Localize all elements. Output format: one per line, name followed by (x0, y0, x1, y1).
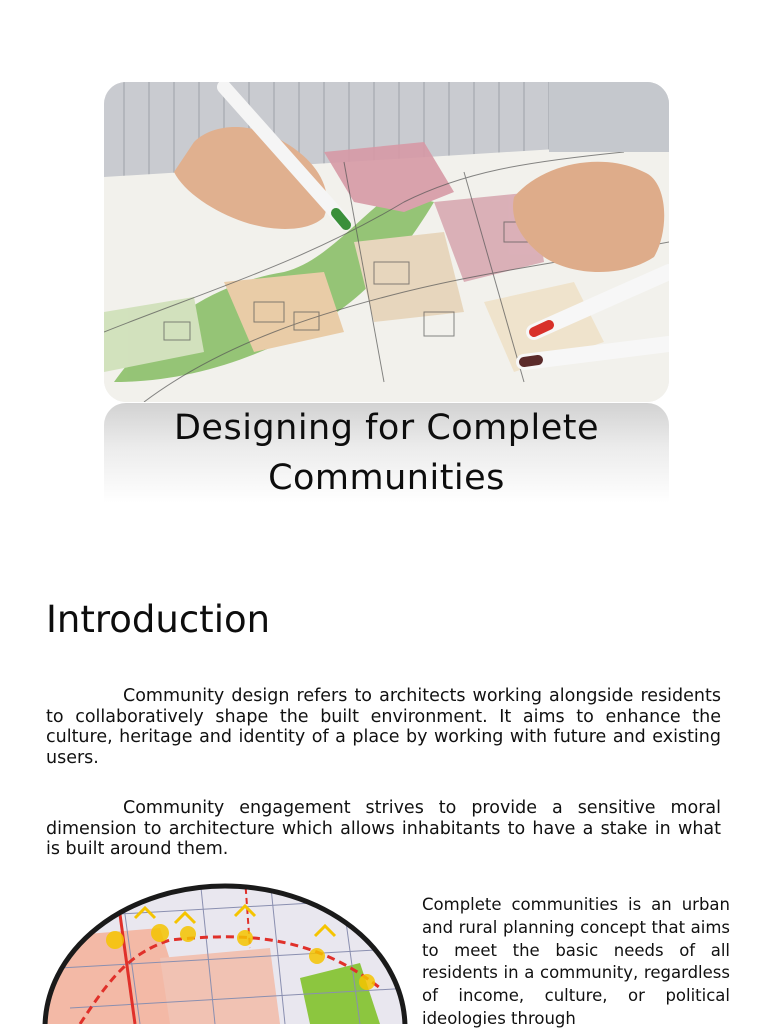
hero-image (104, 82, 669, 402)
page-title: Designing for Complete Communities (173, 408, 600, 498)
complete-communities-paragraph: Complete communities is an urban and rural planning concept that aims to meet the basic needs of all residents in a community, regardless of income, culture, or political ideologies through (422, 895, 730, 1028)
community-map-image (40, 878, 415, 1024)
intro-paragraph: Community engagement strives to provide a sensitive moral dimension to architecture which allows inhabitants to have a stake in what is built around them. (46, 798, 721, 859)
section-heading: Introduction (46, 598, 271, 641)
intro-paragraph: Community design refers to architects working alongside residents to collaboratively shape the built environment. It aims to enhance the culture, heritage and identity of a place by working with future and existing users. (46, 686, 721, 768)
title-banner (104, 403, 669, 503)
